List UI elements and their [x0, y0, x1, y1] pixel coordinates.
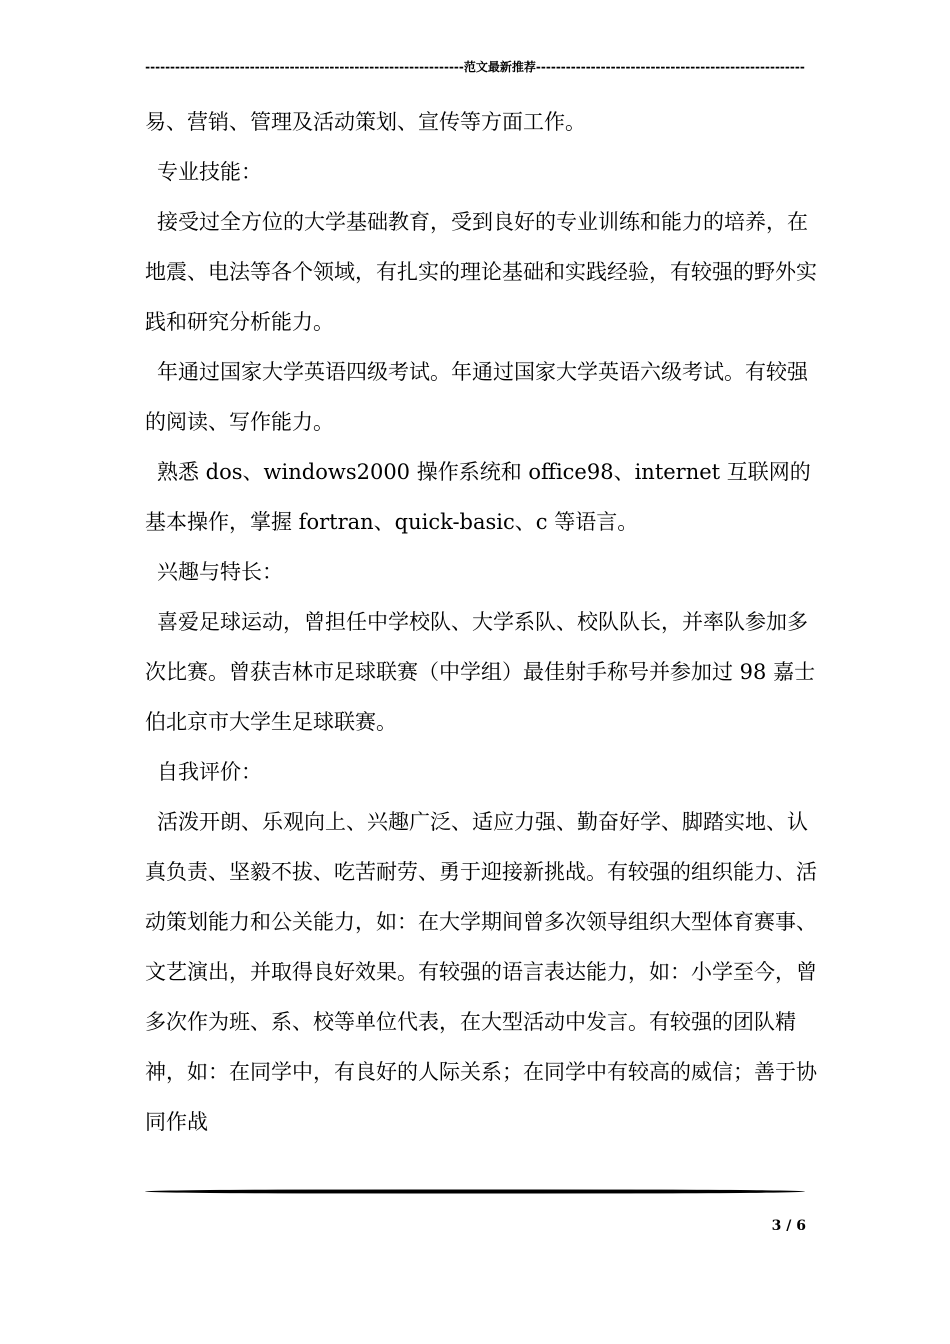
page-number: 3 / 6	[771, 1218, 806, 1234]
paragraph-english: 年通过国家大学英语四级考试。年通过国家大学英语六级考试。有较强的阅读、写作能力。	[145, 360, 808, 434]
heading-self-evaluation: 自我评价：	[157, 760, 262, 784]
document-body	[145, 97, 820, 1147]
heading-interests: 兴趣与特长：	[157, 560, 283, 584]
page-header: ----------------------------------------------------------------范文最新推荐------------------------------------------------------	[145, 60, 805, 74]
paragraph-self-evaluation: 活泼开朗、乐观向上、兴趣广泛、适应力强、勤奋好学、脚踏实地、认真负责、坚毅不拔、吃苦耐劳、勇于迎接新挑战。有较强的组织能力、活动策划能力和公关能力，如：在大学期间曾多次领导组织大型体育赛事、文艺演出，并取得良好效果。有较强的语言表达能力，如：小学至今，曾多次作为班、系、校等单位代表，在大型活动中发言。有较强的团队精神，如：在同学中，有良好的人际关系；在同学中有较高的威信；善于协同作战	[145, 810, 817, 1134]
heading-skills: 专业技能：	[157, 160, 262, 184]
paragraph-football: 喜爱足球运动，曾担任中学校队、大学系队、校队队长，并率队参加多次比赛。曾获吉林市足球联赛（中学组）最佳射手称号并参加过 98 嘉士伯北京市大学生足球联赛。	[145, 610, 816, 734]
paragraph-education: 接受过全方位的大学基础教育，受到良好的专业训练和能力的培养，在地震、电法等各个领域，有扎实的理论基础和实践经验，有较强的野外实践和研究分析能力。	[145, 210, 817, 334]
footer-divider	[145, 1189, 805, 1194]
paragraph-work-intent: 易、营销、管理及活动策划、宣传等方面工作。	[145, 110, 586, 134]
paragraph-computer: 熟悉 dos、windows2000 操作系统和 office98、internet 互联网的基本操作，掌握 fortran、quick-basic、c 等语言。	[145, 460, 811, 534]
